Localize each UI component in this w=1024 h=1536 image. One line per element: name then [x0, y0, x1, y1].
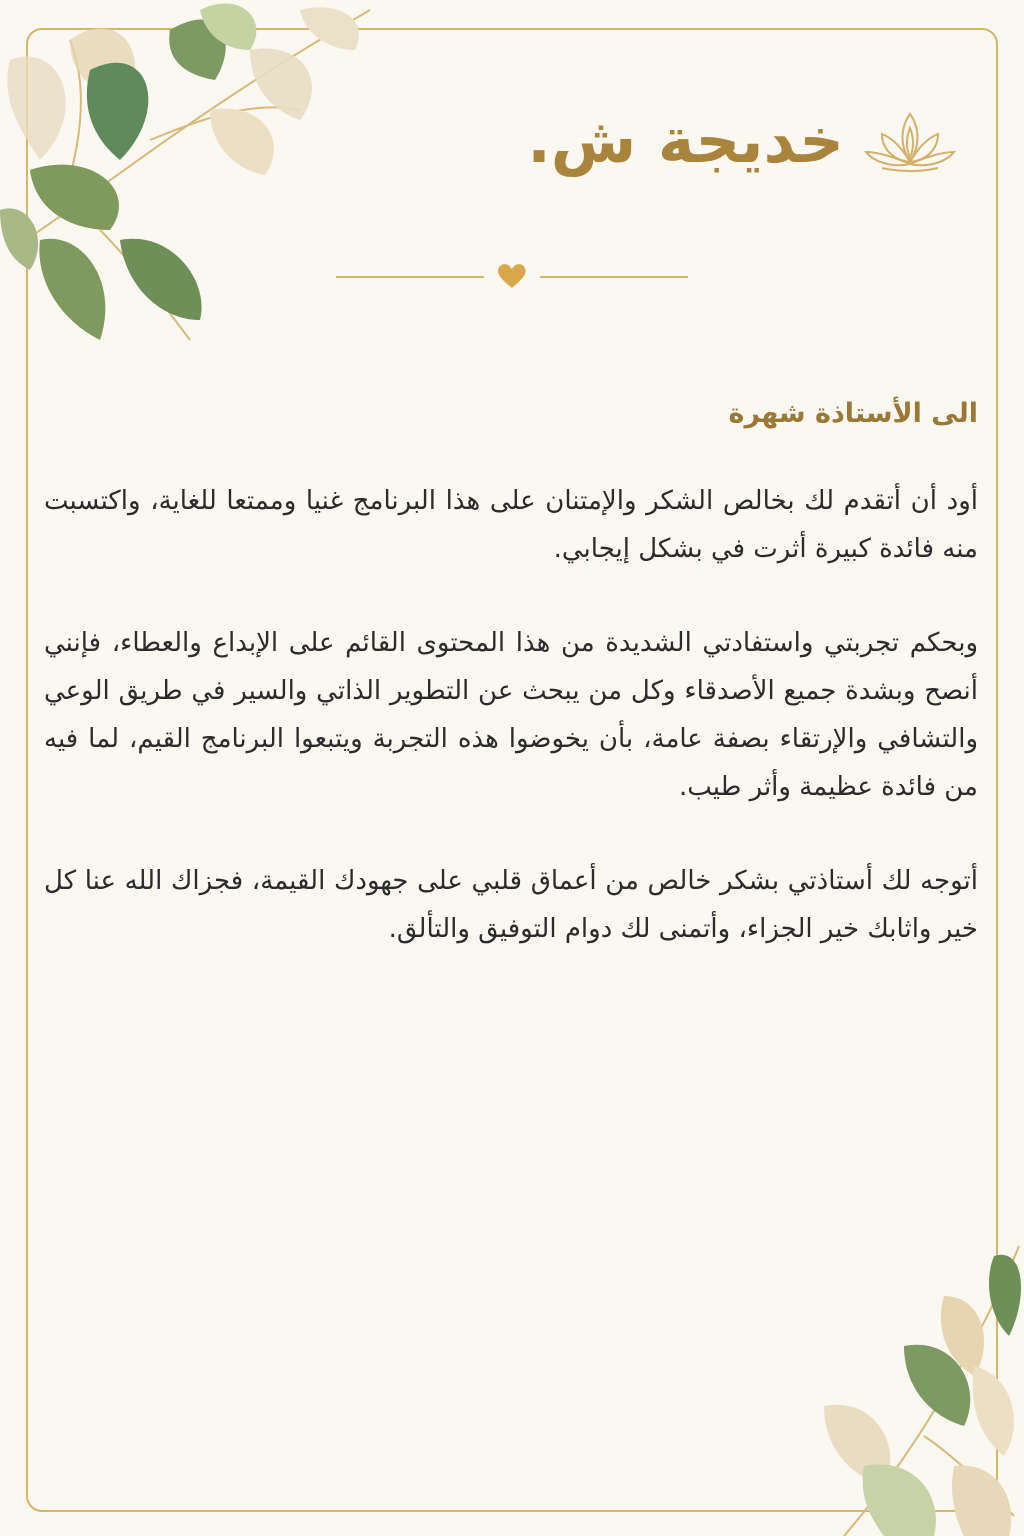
leaves-top-left-decoration [0, 0, 380, 360]
leaves-bottom-right-decoration [804, 1236, 1024, 1536]
paragraph: أتوجه لك أستاذتي بشكر خالص من أعماق قلبي على جهودك القيمة، فجزاك الله عنا كل خير واثابك خير الجزاء، وأتمنى لك دوام التوفيق والتألق. [44, 866, 978, 944]
header [527, 96, 958, 186]
paragraph: وبحكم تجربتي واستفادتي الشديدة من هذا المحتوى القائم على الإبداع والعطاء، فإنني أنصح وبشدة جميع الأصدقاء وكل من يبحث عن التطوير الذاتي والسير في طريق الوعي والتشافي والإرتقاء بصفة عامة، بأن يخوضوا هذه التجربة ويتبعوا البرنامج القيم، لما فيه من فائدة عظيمة وأثر طيب. [44, 628, 978, 802]
lotus-icon [862, 108, 958, 174]
divider-line-left [336, 276, 484, 278]
paragraph: أود أن أتقدم لك بخالص الشكر والإمتنان على هذا البرنامج غنيا وممتعا للغاية، واكتسبت منه فائدة كبيرة أثرت في بشكل إيجابي. [44, 486, 978, 564]
heart-icon [498, 264, 526, 290]
divider-line-right [540, 276, 688, 278]
testimonial-letter [44, 398, 978, 999]
salutation: الى الأستاذة شهرة [728, 398, 978, 429]
page-title: خديجة ش. [527, 104, 844, 177]
ornamental-divider [336, 262, 688, 292]
